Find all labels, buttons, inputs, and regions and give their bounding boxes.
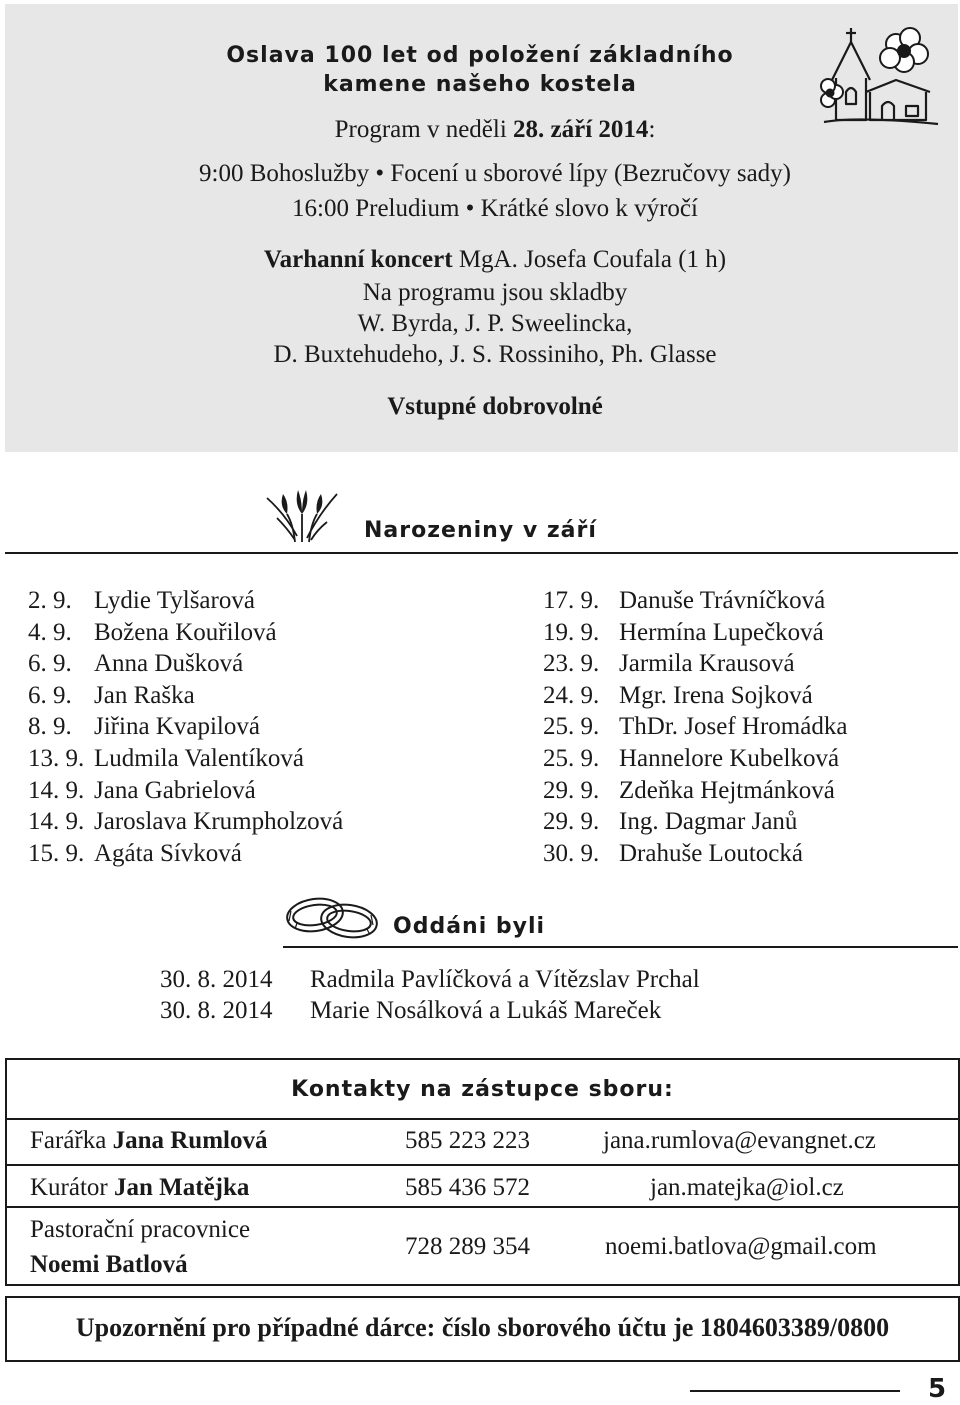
birthday-entry <box>543 838 803 869</box>
concert-performer: MgA. Josefa Coufala (1 h) <box>452 246 727 273</box>
birthday-date: 6. 9. <box>28 681 72 709</box>
birthday-name: Jaroslava Krumpholzová <box>94 808 344 836</box>
birthday-name: Anna Dušková <box>94 650 244 678</box>
program-title-line1: Oslava 100 let od položení základního <box>226 43 734 68</box>
schedule-line1: 9:00 Bohoslužby • Focení u sborové lípy (Bezručovy sady) <box>199 160 791 187</box>
birthday-date: 24. 9. <box>543 681 600 709</box>
page-number: 5 <box>928 1374 948 1404</box>
birthday-date: 29. 9. <box>543 776 600 804</box>
birthday-date: 14. 9. <box>28 776 85 804</box>
birthday-name: Lydie Tylšarová <box>94 587 255 614</box>
contact-email[interactable]: jan.matejka@iol.cz <box>650 1174 844 1201</box>
birthday-date: 13. 9. <box>28 745 85 772</box>
contact-role <box>30 1126 267 1156</box>
birthday-date: 15. 9. <box>28 839 85 867</box>
birthday-entry <box>28 680 195 711</box>
birthday-entry <box>28 806 343 837</box>
birthday-entry <box>543 585 825 616</box>
wedding-date: 30. 8. 2014 <box>160 997 273 1024</box>
birthday-date: 25. 9. <box>543 713 600 741</box>
birthday-entry <box>543 743 839 774</box>
birthday-name: Drahuše Loutocká <box>619 839 803 867</box>
donor-notice-box <box>5 1296 960 1362</box>
contacts-row-divider <box>7 1206 958 1208</box>
contact-email[interactable]: noemi.batlova@gmail.com <box>605 1233 877 1260</box>
contact-name: Jan Matějka <box>114 1174 250 1201</box>
contact-phone: 585 223 223 <box>405 1127 530 1154</box>
contacts-box <box>5 1058 960 1286</box>
contact-role-label: Farářka <box>30 1127 113 1154</box>
birthday-entry <box>28 648 243 679</box>
birthday-date: 25. 9. <box>543 745 600 772</box>
birthday-entry <box>28 585 255 616</box>
contacts-heading: Kontakty na zástupce sboru: <box>291 1077 674 1102</box>
donor-notice-text: Upozornění pro případné dárce: číslo sborového účtu je 1804603389/0800 <box>75 1313 890 1342</box>
program-date-line <box>0 115 960 145</box>
birthday-entry <box>28 743 304 774</box>
birthday-entry <box>543 680 813 711</box>
program-date: 28. září 2014 <box>513 116 649 143</box>
birthday-name: Hannelore Kubelková <box>619 745 840 772</box>
birthday-date: 29. 9. <box>543 808 600 836</box>
composers-line2: W. Byrda, J. P. Sweelincka, <box>357 310 633 337</box>
birthday-name: Božena Kouřilová <box>94 618 277 646</box>
weddings-divider <box>283 946 958 948</box>
birthday-entry <box>543 775 835 806</box>
contact-role-label: Pastorační pracovnice <box>30 1216 251 1243</box>
contacts-row-divider <box>7 1164 958 1166</box>
birthday-name: Hermína Lupečková <box>619 618 824 646</box>
birthday-date: 8. 9. <box>28 713 72 741</box>
contacts-divider <box>7 1118 958 1120</box>
contact-email[interactable]: jana.rumlova@evangnet.cz <box>603 1127 876 1154</box>
birthday-name: Ing. Dagmar Janů <box>619 808 798 836</box>
birthday-name: Jarmila Krausová <box>619 650 795 678</box>
composers-line3: D. Buxtehudeho, J. S. Rossiniho, Ph. Glasse <box>273 341 717 368</box>
contact-role-label: Kurátor <box>30 1174 114 1201</box>
birthdays-divider <box>5 552 958 554</box>
birthday-entry <box>543 617 824 648</box>
contact-name: Noemi Batlová <box>30 1251 188 1278</box>
birthday-entry <box>28 617 277 648</box>
wedding-entry <box>160 995 661 1026</box>
program-date-prefix: Program v neděli <box>334 116 514 143</box>
birthday-date: 19. 9. <box>543 618 600 646</box>
birthday-entry <box>28 838 242 869</box>
birthday-date: 4. 9. <box>28 618 72 646</box>
wedding-date: 30. 8. 2014 <box>160 966 273 993</box>
schedule-line2: 16:00 Preludium • Krátké slovo k výročí <box>292 195 698 222</box>
contact-role <box>30 1173 249 1203</box>
birthday-date: 23. 9. <box>543 650 600 678</box>
birthday-name: Ludmila Valentíková <box>94 745 304 772</box>
birthday-name: ThDr. Josef Hromádka <box>619 713 848 741</box>
wedding-names: Marie Nosálková a Lukáš Mareček <box>310 997 662 1024</box>
birthday-name: Jiřina Kvapilová <box>94 713 260 741</box>
birthday-date: 6. 9. <box>28 650 72 678</box>
birthday-name: Mgr. Irena Sojková <box>619 681 813 709</box>
birthday-entry <box>28 775 256 806</box>
birthday-entry <box>543 648 795 679</box>
birthday-name: Jana Gabrielová <box>94 776 256 804</box>
concert-line <box>0 245 960 275</box>
footer-line <box>690 1390 900 1392</box>
birthday-name: Danuše Trávníčková <box>619 587 826 614</box>
birthday-name: Jan Raška <box>94 681 195 709</box>
crocus-flower-icon <box>265 484 340 544</box>
birthday-entry <box>28 711 260 742</box>
birthday-date: 2. 9. <box>28 587 72 614</box>
program-date-suffix: : <box>648 116 656 143</box>
admission-text: Vstupné dobrovolné <box>387 393 603 420</box>
contact-name: Jana Rumlová <box>112 1127 268 1154</box>
contact-phone: 728 289 354 <box>405 1233 530 1260</box>
birthday-date: 30. 9. <box>543 839 600 867</box>
birthday-name: Zdeňka Hejtmánková <box>619 776 835 804</box>
birthday-date: 14. 9. <box>28 808 85 836</box>
contact-phone: 585 436 572 <box>405 1174 530 1201</box>
birthdays-heading: Narozeniny v září <box>364 518 597 543</box>
weddings-heading: Oddáni byli <box>393 914 546 939</box>
church-with-flowers-icon <box>818 20 946 128</box>
birthday-entry <box>543 711 847 742</box>
wedding-rings-icon <box>283 893 383 943</box>
composers-line1: Na programu jsou skladby <box>362 279 628 306</box>
program-title-line2: kamene našeho kostela <box>323 72 637 97</box>
concert-label: Varhanní koncert <box>263 246 453 273</box>
birthday-date: 17. 9. <box>543 587 600 614</box>
wedding-entry <box>160 964 700 995</box>
birthday-entry <box>543 806 797 837</box>
wedding-names: Radmila Pavlíčková a Vítězslav Prchal <box>310 966 700 993</box>
birthday-name: Agáta Sívková <box>94 839 242 867</box>
